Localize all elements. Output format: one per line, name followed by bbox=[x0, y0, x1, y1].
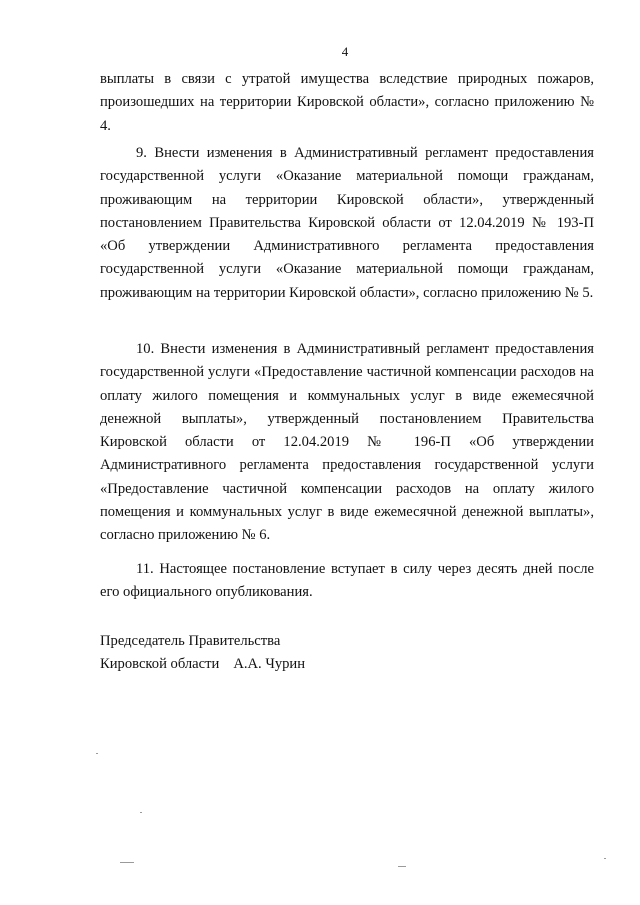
paragraph-continuation: выплаты в связи с утратой имущества вследствие природных пожаров, произошедших на территории Кировской области», согласно приложению № 4. bbox=[100, 71, 594, 134]
scan-speck bbox=[96, 753, 98, 754]
paragraph-item-10: 10. Внести изменения в Административный регламент предоставления государственной услуги «Предоставление частичной компенсации расходов на оплату жилого помещения и коммунальных услуг в виде ежемесячной денежной выплаты», утвержденный постановлением Правительства Кировской области от 12.04.2019 № 196-П «Об утверждении Административного регламента предоставления государственной услуги «Предоставление частичной компенсации расходов на оплату жилого помещения и коммунальных услуг в виде ежемесячной денежной выплаты», согласно приложению № 6. bbox=[100, 341, 594, 544]
signatory-name: А.А. Чурин bbox=[233, 656, 306, 672]
scan-speck bbox=[604, 858, 606, 859]
page-number: 4 bbox=[341, 44, 349, 59]
signature-block bbox=[100, 630, 305, 676]
scan-speck bbox=[398, 866, 406, 867]
paragraph-item-11: 11. Настоящее постановление вступает в силу через десять дней после его официального опубликования. bbox=[100, 561, 594, 601]
signatory-title: Председатель Правительства bbox=[100, 633, 281, 649]
scan-speck bbox=[120, 862, 134, 863]
scan-speck bbox=[140, 812, 142, 813]
paragraph-item-9: 9. Внести изменения в Административный регламент предоставления государственной услуги «Оказание материальной помощи гражданам, проживающим на территории Кировской области», утвержденный постановлением Правительства Кировской области от 12.04.2019 № 193-П «Об утверждении Административного регламента предоставления государственной услуги «Оказание материальной помощи гражданам, проживающим на территории Кировской области», согласно приложению № 5. bbox=[100, 145, 594, 301]
signatory-region: Кировской области bbox=[100, 656, 220, 672]
signatory-line bbox=[100, 653, 305, 676]
